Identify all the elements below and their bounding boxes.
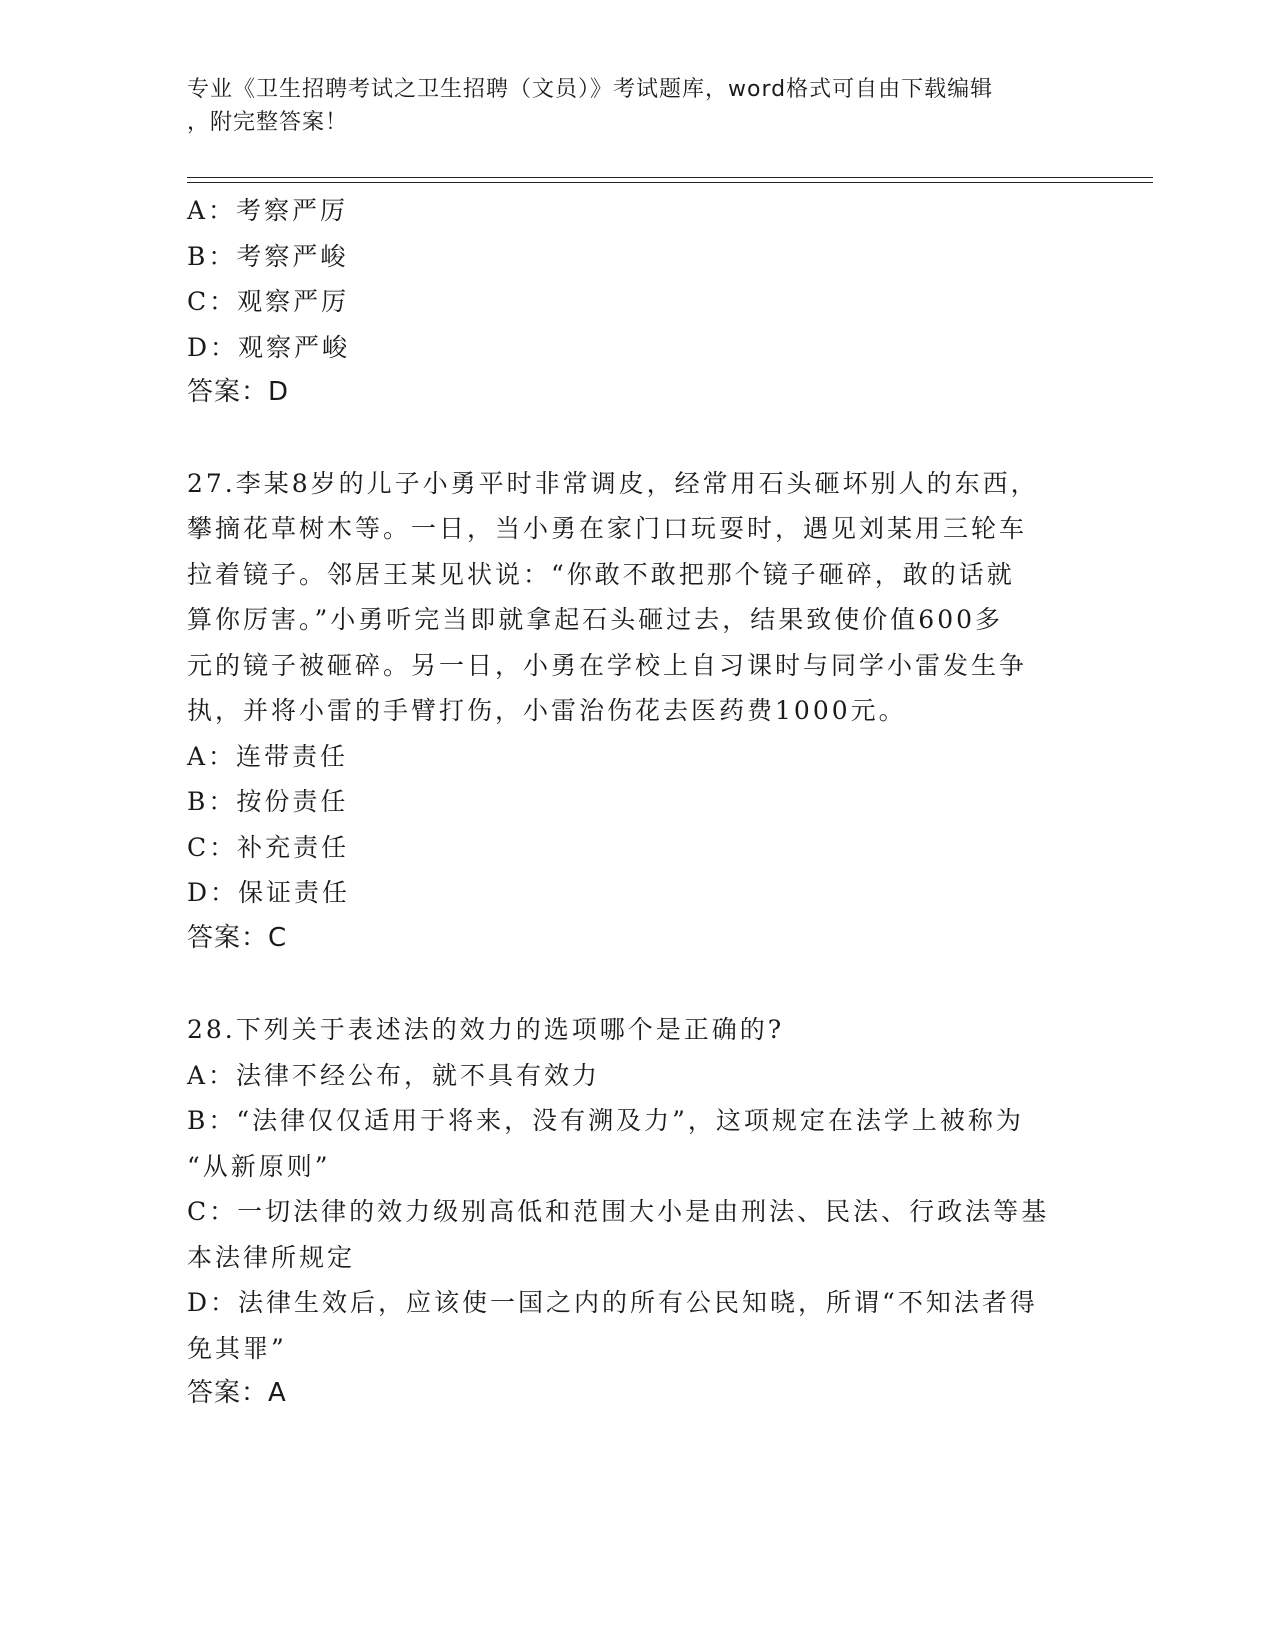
option-c-continued: 本法律所规定 — [187, 1242, 356, 1272]
option-b: B：按份责任 — [187, 787, 349, 816]
question-28 — [187, 1007, 1067, 1417]
option-d: D：观察严峻 — [187, 332, 351, 362]
option-d: D：法律生效后，应该使一国之内的所有公民知晓，所谓“不知法者得 — [187, 1288, 1038, 1317]
question-stem-line: 拉着镜子。邻居王某见状说：“你敢不敢把那个镜子砸碎，敢的话就 — [187, 559, 1015, 589]
header-line-1: 专业《卫生招聘考试之卫生招聘（文员）》考试题库，word格式可自由下载编辑 — [187, 77, 994, 102]
question-27 — [187, 461, 1067, 962]
option-d: D：保证责任 — [187, 878, 351, 907]
option-b-continued: “从新原则” — [187, 1151, 331, 1181]
question-stem-line: 元的镜子被砸碎。另一日，小勇在学校上自习课时与同学小雷发生争 — [187, 650, 1028, 680]
option-a: A：考察严厉 — [187, 196, 349, 225]
option-a: A：连带责任 — [187, 741, 349, 771]
previous-question-block — [187, 188, 1087, 416]
answer-line: 答案：D — [187, 377, 290, 407]
option-c: C：补充责任 — [187, 832, 350, 862]
question-stem-line: 执，并将小雷的手臂打伤，小雷治伤花去医药费1000元。 — [187, 696, 907, 725]
spacer — [187, 416, 1087, 461]
question-stem-line: 算你厉害。”小勇听完当即就拿起石头砸过去，结果致使价值600多 — [187, 605, 1004, 634]
option-c: C：一切法律的效力级别高低和范围大小是由刑法、民法、行政法等基 — [187, 1197, 1050, 1226]
option-b: B：考察严峻 — [187, 241, 349, 271]
document-body — [187, 188, 1087, 1417]
answer-line: 答案：A — [187, 1378, 287, 1408]
header-line-2: ，附完整答案！ — [187, 110, 349, 135]
question-stem-line: 27.李某8岁的儿子小勇平时非常调皮，经常用石头砸坏别人的东西， — [187, 468, 1039, 498]
answer-line: 答案：C — [187, 922, 288, 953]
header-divider-top — [187, 177, 1153, 178]
option-c: C：观察严厉 — [187, 287, 350, 316]
spacer — [187, 961, 1087, 1007]
header-divider-bottom — [187, 182, 1153, 183]
question-stem: 28.下列关于表述法的效力的选项哪个是正确的? — [187, 1015, 785, 1044]
option-a: A：法律不经公布，就不具有效力 — [187, 1060, 601, 1090]
option-b: B：“法律仅仅适用于将来，没有溯及力”，这项规定在法学上被称为 — [187, 1106, 1024, 1135]
question-stem-line: 攀摘花草树木等。一日，当小勇在家门口玩耍时，遇见刘某用三轮车 — [187, 514, 1028, 543]
document-header — [187, 73, 1067, 139]
option-d-continued: 免其罪” — [187, 1333, 287, 1363]
